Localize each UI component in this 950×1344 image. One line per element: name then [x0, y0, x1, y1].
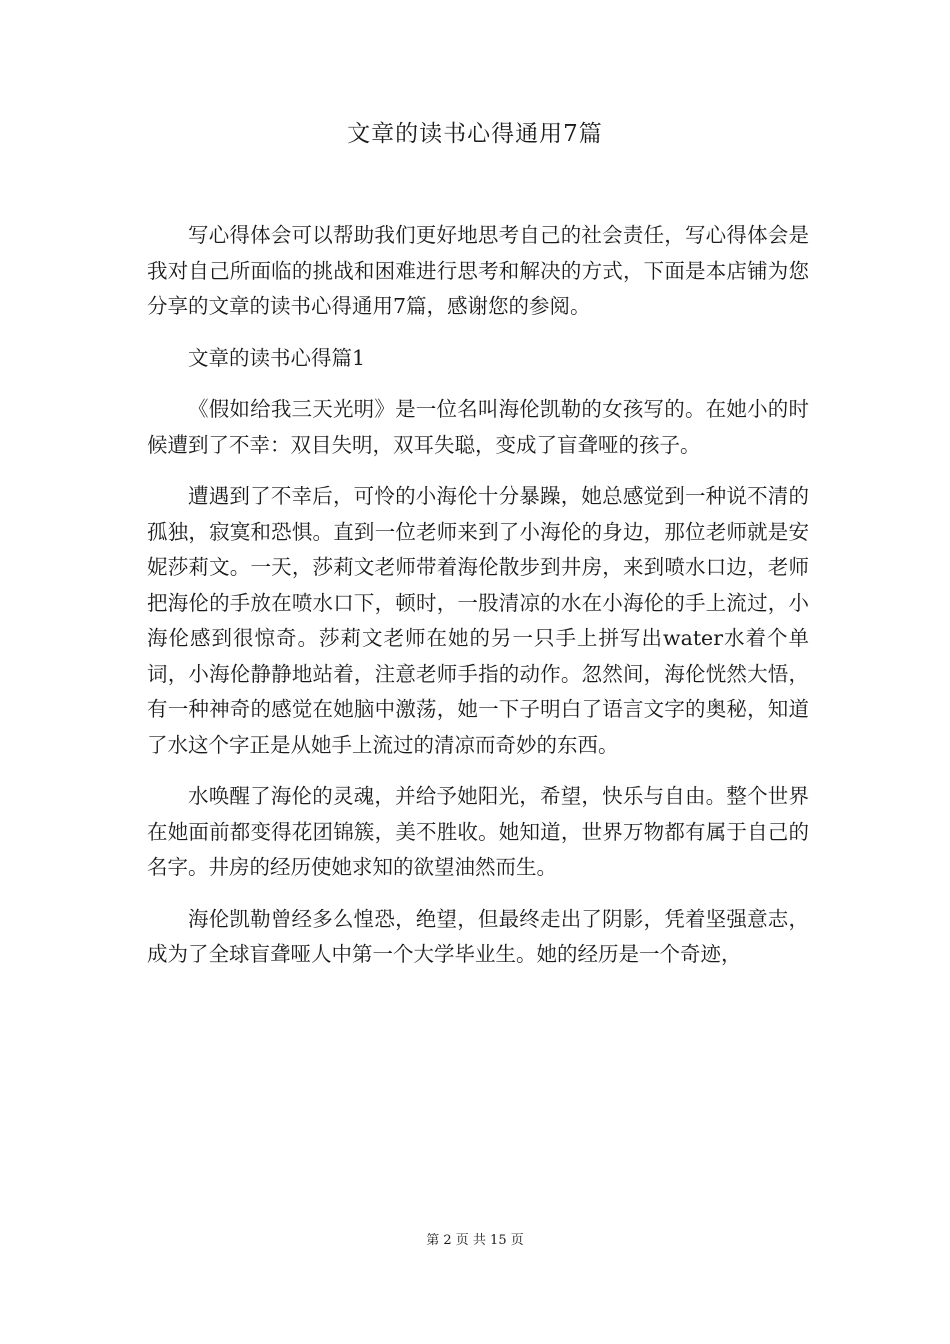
body-paragraph: 水唤醒了海伦的灵魂，并给予她阳光，希望，快乐与自由。整个世界在她面前都变得花团锦簇，美不胜收。她知道，世界万物都有属于自己的名字。井房的经历使她求知的欲望油然而生。 — [147, 784, 809, 879]
body-paragraph: 《假如给我三天光明》是一位名叫海伦凯勒的女孩写的。在她小的时候遭到了不幸：双目失明，双耳失聪，变成了盲聋哑的孩子。 — [147, 397, 809, 457]
intro-paragraph: 写心得体会可以帮助我们更好地思考自己的社会责任，写心得体会是我对自己所面临的挑战和困难进行思考和解决的方式，下面是本店铺为您分享的文章的读书心得通用7篇，感谢您的参阅。 — [147, 223, 809, 318]
body-paragraph: 遭遇到了不幸后，可怜的小海伦十分暴躁，她总感觉到一种说不清的孤独，寂寞和恐惧。直到一位老师来到了小海伦的身边，那位老师就是安妮莎莉文。一天，莎莉文老师带着海伦散步到井房，来到喷水口边，老师把海伦的手放在喷水口下，顿时，一股清凉的水在小海伦的手上流过，小海伦感到很惊奇。莎莉文老师在她的另一只手上拼写出water水着个单词，小海伦静静地站着，注意老师手指的动作。忽然间，海伦恍然大悟，有一种神奇的感觉在她脑中激荡，她一下子明白了语言文字的奥秘，知道了水这个字正是从她手上流过的清凉而奇妙的东西。 — [147, 484, 809, 757]
page-footer: 第 2 页 共 15 页 — [426, 1233, 524, 1248]
document-title: 文章的读书心得通用7篇 — [347, 121, 603, 147]
section-heading: 文章的读书心得篇1 — [188, 345, 366, 370]
body-paragraph: 海伦凯勒曾经多么惶恐，绝望，但最终走出了阴影，凭着坚强意志，成为了全球盲聋哑人中第一个大学毕业生。她的经历是一个奇迹， — [147, 906, 809, 966]
document-body — [147, 218, 809, 981]
